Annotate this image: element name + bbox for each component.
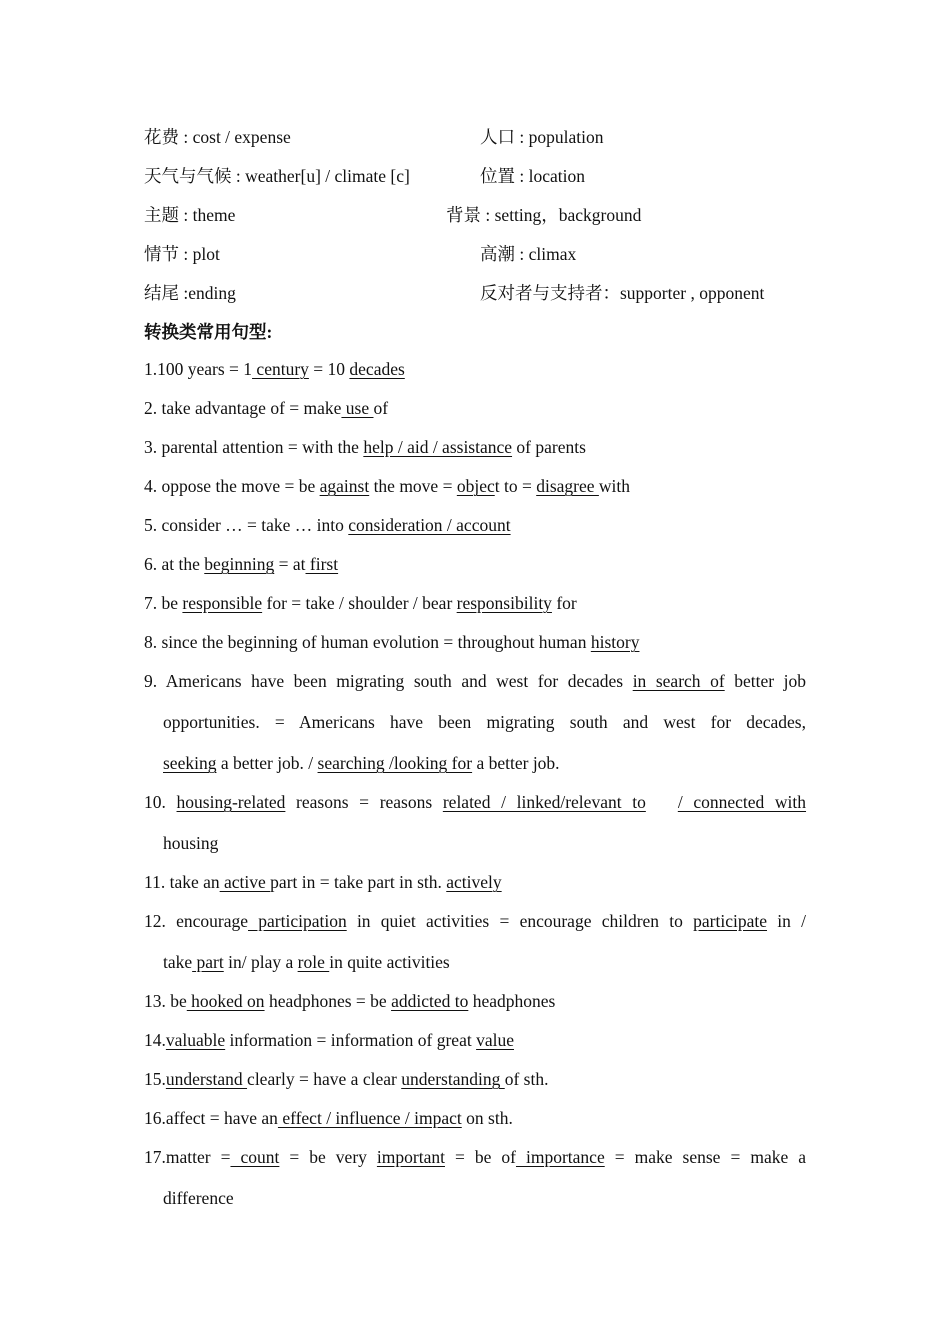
sentence-1: 1.100 years = 1 century = 10 decades — [144, 359, 405, 379]
section-heading: 转换类常用句型: — [144, 322, 273, 342]
vocab-right-population: 人口 : population — [480, 127, 604, 147]
vocab-right-climax: 高潮 : climax — [480, 244, 577, 264]
vocab-left-cost: 花费 : cost / expense — [144, 127, 291, 147]
sentence-10-line-2: housing — [163, 833, 219, 853]
vocab-right-background: 背景 : setting，background — [446, 205, 642, 225]
sentence-3: 3. parental attention = with the help / aid / assistance of parents — [144, 437, 586, 457]
sentence-17-line-1: 17.matter = count = be very important = be of importance = make sense = make a — [144, 1147, 807, 1167]
sentence-17-line-2: difference — [163, 1188, 234, 1208]
sentence-2: 2. take advantage of = make use of — [144, 398, 389, 418]
sentence-8: 8. since the beginning of human evolution = throughout human history — [144, 632, 640, 652]
sentence-16: 16.affect = have an effect / influence / impact on sth. — [144, 1108, 513, 1128]
sentence-9-line-2: opportunities. = Americans have been migrating south and west for decades, — [163, 712, 806, 732]
sentence-9-line-3: seeking a better job. / searching /looking for a better job. — [163, 753, 560, 773]
sentence-7: 7. be responsible for = take / shoulder / bear responsibility for — [144, 593, 577, 613]
vocab-right-location: 位置 : location — [480, 166, 585, 186]
sentence-12-line-2: take part in/ play a role in quite activities — [163, 952, 450, 972]
vocab-left-ending: 结尾 :ending — [144, 283, 236, 303]
sentence-12-line-1: 12. encourage participation in quiet activities = encourage children to participate in / — [144, 911, 806, 931]
sentence-15: 15.understand clearly = have a clear understanding of sth. — [144, 1069, 549, 1089]
vocab-right-supporter: 反对者与支持者：supporter , opponent — [480, 283, 765, 303]
sentence-10-line-1: 10. housing-related reasons = reasons related / linked/relevant to / connected with — [144, 792, 807, 812]
sentence-6: 6. at the beginning = at first — [144, 554, 339, 574]
vocab-left-plot: 情节 : plot — [144, 244, 220, 264]
vocab-left-theme: 主题 : theme — [144, 205, 236, 225]
sentence-4: 4. oppose the move = be against the move = object to = disagree with — [144, 476, 631, 496]
sentence-14: 14.valuable information = information of great value — [144, 1030, 514, 1050]
sentence-13: 13. be hooked on headphones = be addicted to headphones — [144, 991, 556, 1011]
vocab-left-weather: 天气与气候 : weather[u] / climate [c] — [144, 166, 410, 186]
sentence-9-line-1: 9. Americans have been migrating south and west for decades in search of better job — [144, 671, 806, 691]
sentence-11: 11. take an active part in = take part in sth. actively — [144, 872, 502, 892]
sentence-5: 5. consider … = take … into consideration / account — [144, 515, 511, 535]
